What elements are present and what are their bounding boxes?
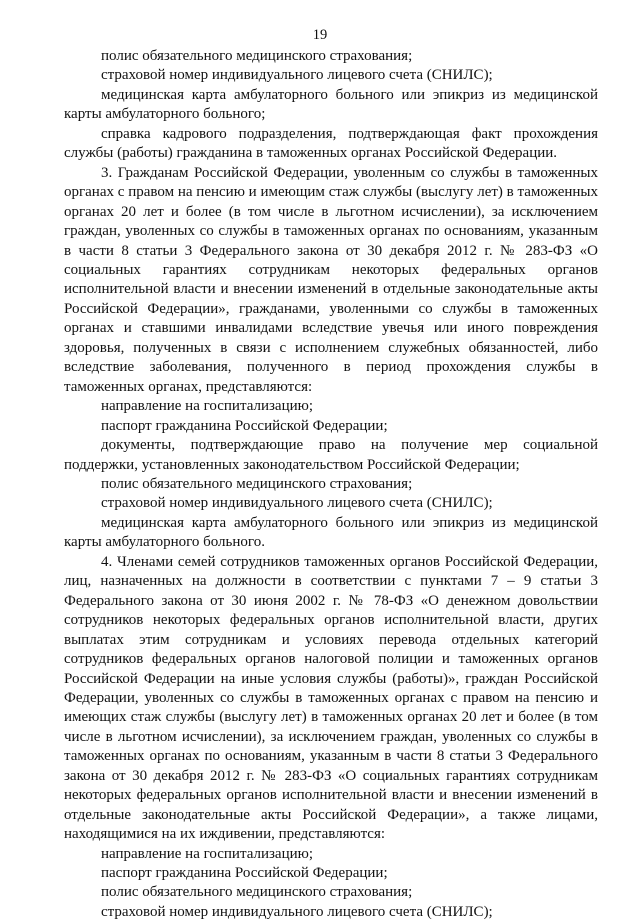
paragraph: 3. Гражданам Российской Федерации, уволенным со службы в таможенных органах с правом на пенсию и имеющим стаж службы (выслугу лет) в таможенных органах 20 лет и более (в том числе в льготном исчислении), за исключением граждан, уволенных со службы в таможенных органах по основаниям, указанным в части 8 статьи 3 Федерального закона от 30 декабря 2012 г. № 283-ФЗ «О социальных гарантиях сотрудникам некоторых федеральных органов исполнительной власти и внесении изменений в отдельные законодательные акты Российской Федерации», гражданами, уволенными со службы в таможенных органах и ставшими инвалидами вследствие увечья или иного повреждения здоровья, полученных в связи с исполнением служебных обязанностей, либо вследствие заболевания, полученного в период прохождения службы в таможенных органах, представляются: (64, 164, 598, 395)
paragraph: справка кадрового подразделения, подтверждающая факт прохождения службы (работы) гражданина в таможенных органах Российской Федерации. (64, 125, 598, 162)
paragraph: направление на госпитализацию; (101, 398, 314, 415)
paragraph: 4. Членами семей сотрудников таможенных органов Российской Федерации, лиц, назначенных на должности в соответствии с пунктами 7 – 9 статьи 3 Федерального закона от 30 июня 2002 г. № 78-ФЗ «О денежном довольствии сотрудников некоторых федеральных органов исполнительной власти, других выплатах этим сотрудникам и условиях перевода отдельных категорий сотрудников федеральных органов налоговой полиции и таможенных органов Российской Федерации на иные условия службы (работы)», граждан Российской Федерации, уволенных со службы в таможенных органах с правом на пенсию и имеющих стаж службы (выслугу лет) в таможенных органах 20 лет и более (в том числе в льготном исчислении), за исключением граждан, уволенных со службы в таможенных органах по основаниям, указанным в части 8 статьи 3 Федерального закона от 30 декабря 2012 г. № 283-ФЗ «О социальных гарантиях сотрудникам некоторых федеральных органов исполнительной власти и внесении изменений в отдельные законодательные акты Российской Федерации», а также лицами, находящимися на их иждивении, представляются: (64, 553, 598, 843)
paragraph: полис обязательного медицинского страхования; (101, 48, 413, 64)
document-body (64, 47, 598, 922)
paragraph: паспорт гражданина Российской Федерации; (101, 865, 388, 882)
paragraph: страховой номер индивидуального лицевого счета (СНИЛС); (101, 495, 493, 512)
paragraph: страховой номер индивидуального лицевого счета (СНИЛС); (101, 67, 493, 84)
paragraph: медицинская карта амбулаторного больного или эпикриз из медицинской карты амбулаторного больного; (64, 86, 598, 123)
paragraph: направление на госпитализацию; (101, 845, 314, 862)
page-number: 19 (312, 27, 328, 43)
paragraph: страховой номер индивидуального лицевого счета (СНИЛС); (101, 903, 493, 920)
paragraph: документы, подтверждающие право на получение мер социальной поддержки, установленных законодательством Российской Федерации; (64, 437, 598, 473)
paragraph: полис обязательного медицинского страхования; (101, 884, 413, 901)
paragraph: паспорт гражданина Российской Федерации; (101, 417, 388, 434)
paragraph: медицинская карта амбулаторного больного или эпикриз из медицинской карты амбулаторного больного. (64, 514, 598, 551)
paragraph: полис обязательного медицинского страхования; (101, 475, 413, 492)
